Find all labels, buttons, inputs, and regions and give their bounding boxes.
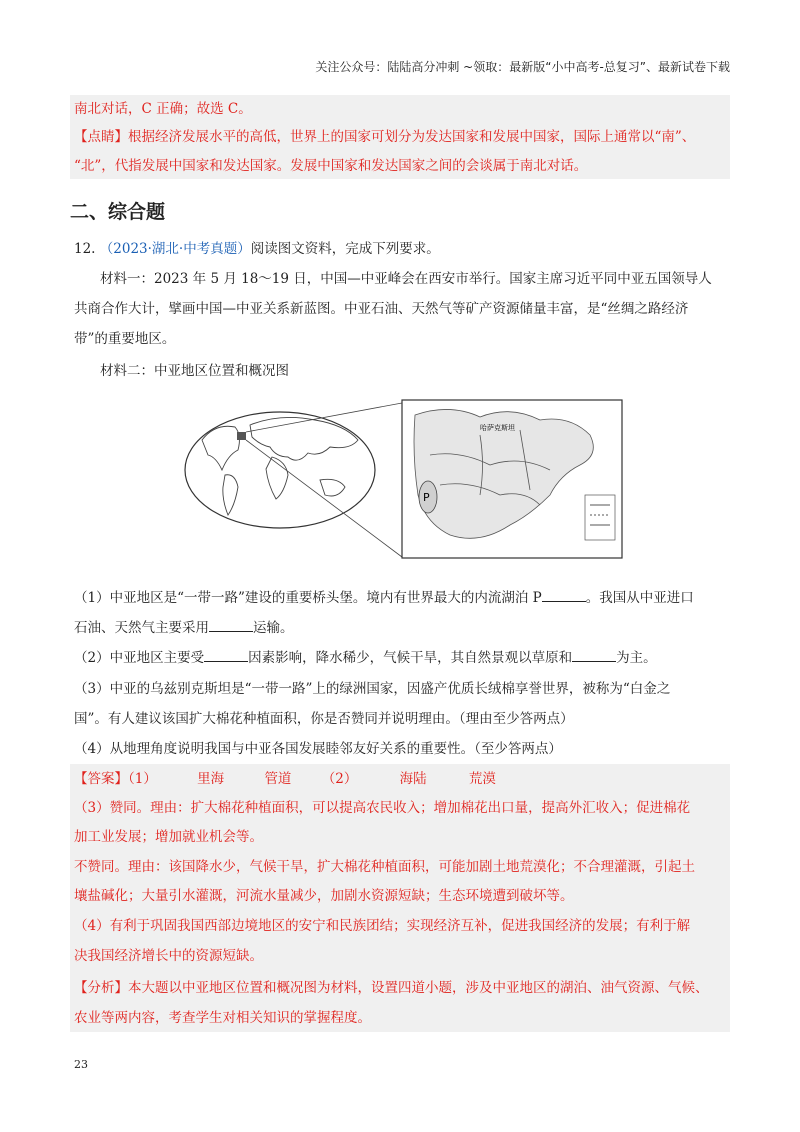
section-title: 二、综合题 bbox=[70, 201, 166, 223]
q1-blank1 bbox=[542, 589, 586, 602]
answer-1-value2: 管道 bbox=[264, 771, 292, 787]
q1-line2 bbox=[74, 617, 294, 639]
answer-2-value2: 荒漠 bbox=[468, 771, 496, 787]
answer3-line4: 壤盐碱化；大量引水灌溉，河流水量减少，加剧水资源短缺；生态环境遭到破坏等。 bbox=[74, 888, 574, 904]
page-header: 关注公众号：陆陆高分冲刺 ~领取：最新版“小中高考-总复习”、最新试卷下载 bbox=[315, 60, 730, 74]
map-legend bbox=[585, 495, 615, 540]
q1-text-c: 石油、天然气主要采用 bbox=[74, 620, 209, 636]
map-label-p: P bbox=[423, 491, 430, 504]
question-number: 12. bbox=[74, 241, 96, 257]
tip-label: 【点睛】 bbox=[74, 129, 128, 145]
answer-line1 bbox=[74, 768, 496, 790]
answer-1-num: （1） bbox=[128, 771, 157, 787]
material1-line1: 材料一：2023 年 5 月 18～19 日，中国—中亚峰会在西安市举行。国家主席习近平同中亚五国领导人 bbox=[100, 271, 712, 287]
analysis-line2: 农业等两内容，考查学生对相关知识的掌握程度。 bbox=[74, 1010, 371, 1026]
q1-line1 bbox=[74, 587, 694, 609]
answer-1-value1: 里海 bbox=[197, 771, 225, 787]
analysis-text1: 本大题以中亚地区位置和概况图为材料，设置四道小题，涉及中亚地区的湖泊、油气资源、气候、 bbox=[128, 980, 709, 996]
answer-2-num: （2） bbox=[321, 771, 358, 787]
q2-text-c: 为主。 bbox=[616, 650, 657, 666]
central-asia-map-figure bbox=[180, 395, 630, 565]
map-label-north: 哈萨克斯坦 bbox=[480, 424, 515, 432]
tip-line2: “北”，代指发展中国家和发达国家。发展中国家和发达国家之间的会谈属于南北对话。 bbox=[74, 158, 588, 174]
q2-line bbox=[74, 647, 657, 669]
q3-line1: （3）中亚的乌兹别克斯坦是“一带一路”上的绿洲国家，因盛产优质长绒棉享誉世界，被称为“白金之 bbox=[74, 681, 671, 697]
q1-text-b: 。我国从中亚进口 bbox=[585, 590, 694, 606]
q4-line: （4）从地理角度说明我国与中亚各国发展睦邻友好关系的重要性。（至少答两点） bbox=[74, 741, 562, 757]
material2-caption: 材料二：中亚地区位置和概况图 bbox=[100, 363, 289, 379]
q1-blank2 bbox=[209, 619, 253, 632]
q3-line2: 国”。有人建议该国扩大棉花种植面积，你是否赞同并说明理由。（理由至少答两点） bbox=[74, 711, 574, 727]
tip-line1 bbox=[74, 126, 695, 148]
question-intro: 阅读图文资料，完成下列要求。 bbox=[250, 241, 440, 257]
analysis-line1 bbox=[74, 977, 709, 999]
material1-line2: 共商合作大计，擘画中国—中亚关系新蓝图。中亚石油、天然气等矿产资源储量丰富，是“丝绸之路经济 bbox=[74, 301, 689, 317]
central-asia-highlight bbox=[237, 432, 246, 440]
q1-text-d: 运输。 bbox=[253, 620, 294, 636]
analysis-label: 【分析】 bbox=[74, 980, 128, 996]
material1-line3: 带”的重要地区。 bbox=[74, 331, 176, 347]
q2-blank1 bbox=[204, 649, 248, 662]
question-source-link[interactable]: （2023·湖北·中考真题） bbox=[99, 241, 251, 257]
page-number: 23 bbox=[74, 1058, 88, 1071]
answer3-line1: （3）赞同。理由：扩大棉花种植面积，可以提高农民收入；增加棉花出口量，提高外汇收入；促进棉花 bbox=[74, 800, 691, 816]
answer4-line2: 决我国经济增长中的资源短缺。 bbox=[74, 948, 263, 964]
q2-text-b: 因素影响，降水稀少，气候干旱，其自然景观以草原和 bbox=[248, 650, 573, 666]
tip-text1: 根据经济发展水平的高低，世界上的国家可划分为发达国家和发展中国家，国际上通常以“南”、 bbox=[128, 129, 696, 145]
question-header bbox=[74, 238, 440, 260]
q2-text-a: （2）中亚地区主要受 bbox=[74, 650, 205, 666]
answer3-line2: 加工业发展；增加就业机会等。 bbox=[74, 829, 263, 845]
answer4-line1: （4）有利于巩固我国西部边境地区的安宁和民族团结；实现经济互补，促进我国经济的发展；有利于解 bbox=[74, 918, 691, 934]
answer-label: 【答案】 bbox=[74, 771, 128, 787]
q2-blank2 bbox=[572, 649, 616, 662]
prev-line1: 南北对话，C 正确；故选 C。 bbox=[74, 101, 252, 117]
answer-2-value1: 海陆 bbox=[399, 771, 427, 787]
q1-text-a: （1）中亚地区是“一带一路”建设的重要桥头堡。境内有世界最大的内流湖泊 P bbox=[74, 590, 542, 606]
answer3-line3: 不赞同。理由：该国降水少，气候干旱，扩大棉花种植面积，可能加剧土地荒漠化；不合理灌溉，引起土 bbox=[74, 859, 695, 875]
